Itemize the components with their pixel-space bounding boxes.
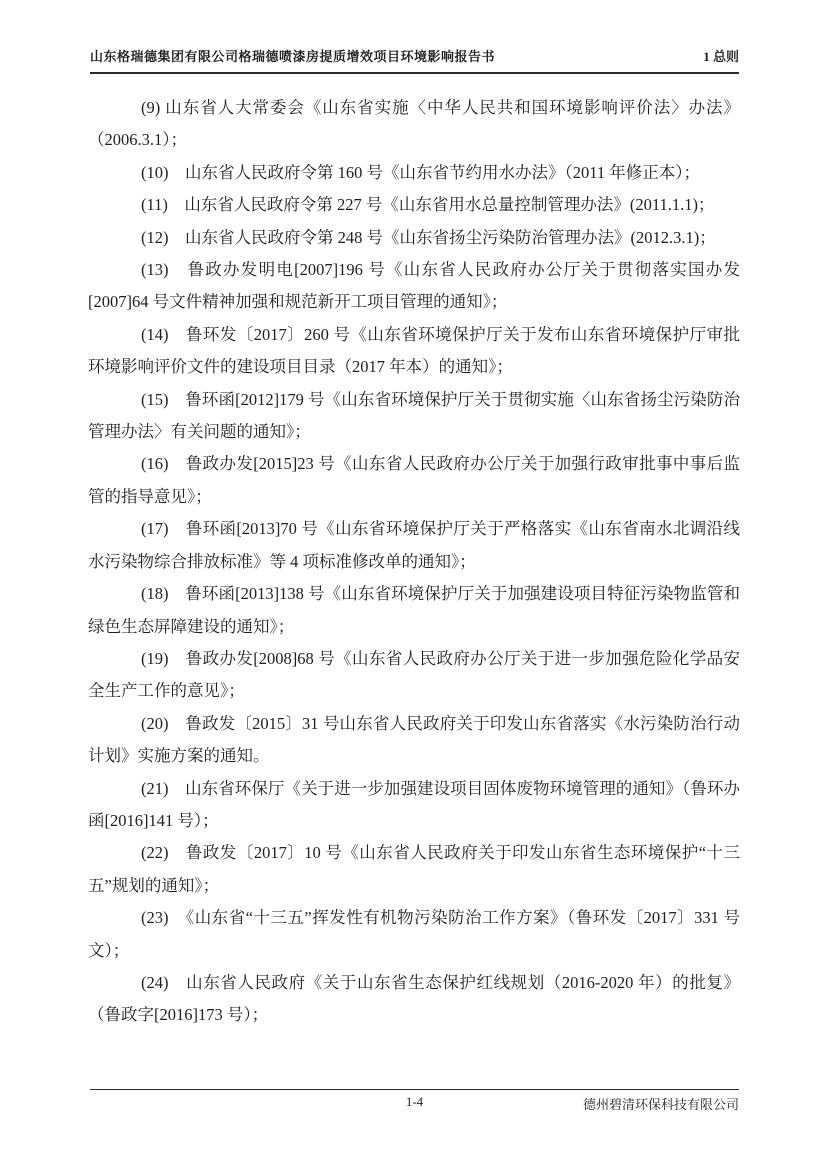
regulation-item: (24) 山东省人民政府《关于山东省生态保护红线规划（2016-2020 年）的批复》（鲁政字[2016]173 号）； — [88, 972, 740, 1025]
regulation-item: (22) 鲁政发〔2017〕10 号《山东省人民政府关于印发山东省生态环境保护“十三五”规划的通知》； — [88, 843, 740, 895]
regulation-item: (18) 鲁环函[2013]138 号《山东省环境保护厅关于加强建设项目特征污染物监管和绿色生态屏障建设的通知》； — [88, 584, 740, 636]
page-footer — [90, 1089, 739, 1116]
regulation-list — [88, 92, 740, 1032]
regulation-item: (16) 鲁政办发[2015]23 号《山东省人民政府办公厅关于加强行政审批事中事后监管的指导意见》； — [88, 454, 740, 506]
header-document-title: 山东格瑞德集团有限公司格瑞德喷漆房提质增效项目环境影响报告书 — [90, 49, 496, 64]
header-chapter-label: 1 总则 — [703, 49, 739, 64]
page-number: 1-4 — [405, 1094, 424, 1109]
regulation-item: (20) 鲁政发〔2015〕31 号山东省人民政府关于印发山东省落实《水污染防治行动计划》实施方案的通知。 — [88, 713, 740, 766]
regulation-item: (9) 山东省人大常委会《山东省实施〈中华人民共和国环境影响评价法〉办法》（2006.3.1）； — [88, 98, 740, 150]
regulation-item: (21) 山东省环保厅《关于进一步加强建设项目固体废物环境管理的通知》（鲁环办函[2016]141 号）； — [88, 778, 740, 830]
regulation-item: (19) 鲁政办发[2008]68 号《山东省人民政府办公厅关于进一步加强危险化学品安全生产工作的意见》； — [88, 648, 740, 701]
regulation-item: (10) 山东省人民政府令第 160 号《山东省节约用水办法》（2011 年修正本）； — [141, 162, 701, 182]
regulation-item: (23) 《山东省“十三五”挥发性有机物污染防治工作方案》（鲁环发〔2017〕331 号文）； — [88, 908, 740, 960]
regulation-item: (12) 山东省人民政府令第 248 号《山东省扬尘污染防治管理办法》(2012.3.1)； — [141, 227, 716, 247]
regulation-item: (17) 鲁环函[2013]70 号《山东省环境保护厅关于严格落实《山东省南水北调沿线水污染物综合排放标准》等 4 项标准修改单的通知》； — [88, 519, 740, 571]
page-header — [90, 46, 739, 74]
regulation-item: (13) 鲁政办发明电[2007]196 号《山东省人民政府办公厅关于贯彻落实国办发[2007]64 号文件精神加强和规范新开工项目管理的通知》； — [88, 260, 740, 312]
regulation-item: (15) 鲁环函[2012]179 号《山东省环境保护厅关于贯彻实施〈山东省扬尘污染防治管理办法〉有关问题的通知》； — [88, 389, 740, 442]
regulation-item: (11) 山东省人民政府令第 227 号《山东省用水总量控制管理办法》(2011.1.1)； — [141, 195, 715, 215]
regulation-item: (14) 鲁环发〔2017〕260 号《山东省环境保护厅关于发布山东省环境保护厅审批环境影响评价文件的建设项目目录（2017 年本）的通知》； — [88, 324, 740, 377]
footer-company-name: 德州碧清环保科技有限公司 — [582, 1097, 739, 1112]
